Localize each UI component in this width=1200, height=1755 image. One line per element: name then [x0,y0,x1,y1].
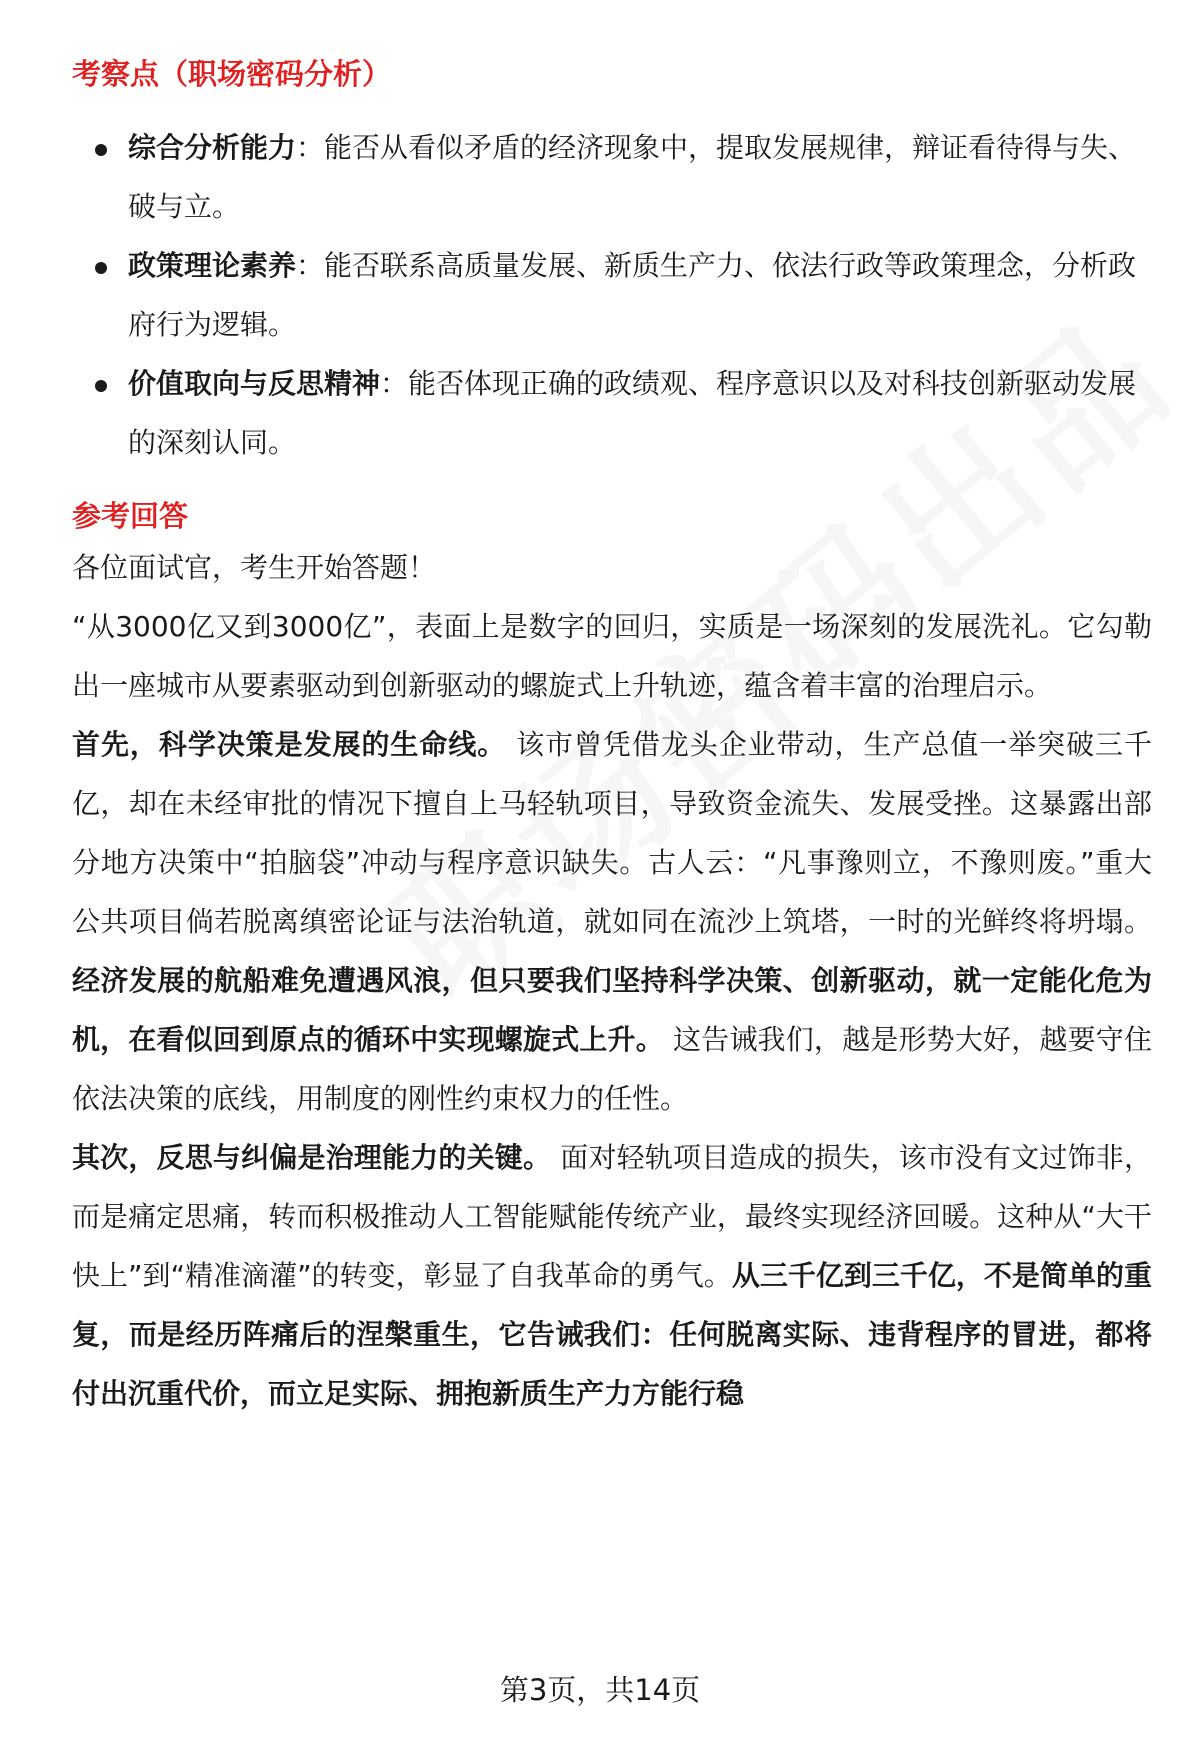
bullet-icon [95,262,107,274]
list-item [72,354,1152,472]
exam-points-list [72,118,1152,472]
paragraph-first-point [72,715,1152,1128]
paragraph-second-point [72,1128,1152,1423]
section-title-exam-points: 考察点（职场密码分析） [72,57,392,91]
greeting-paragraph: 各位面试官，考生开始答题！ [72,551,437,584]
point-text: ：能否体现正确的政绩观、程序意识以及对科技创新驱动发展的深刻认同。 [128,367,1137,459]
point-label: 价值取向与反思精神 [128,367,381,400]
document-body [72,52,1152,1423]
list-item [72,236,1152,354]
paragraph-text: 这告诫我们，越是形势大好，越要守住依法决策的底线，用制度的刚性约束权力的任性。 [72,1023,1152,1115]
paragraph-emphasis: 从三千亿到三千亿，不是简单的重复，而是经历阵痛后的涅槃重生，它告诫我们：任何脱离实际、违背程序的冒进，都将付出沉重代价，而立足实际、拥抱新质生产力方能行稳 [72,1259,1152,1410]
paragraph-lead: 其次，反思与纠偏是治理能力的关键。 [72,1141,552,1174]
page-number: 第3页，共14页 [499,1673,701,1707]
point-text: ：能否从看似矛盾的经济现象中，提取发展规律，辩证看待得与失、破与立。 [128,131,1137,223]
paragraph-text: 该市曾凭借龙头企业带动，生产总值一举突破三千亿，却在未经审批的情况下擅自上马轻轨项目，导致资金流失、发展受挫。这暴露出部分地方决策中“拍脑袋”冲动与程序意识缺失。古人云：“凡事豫则立，不豫则废。”重大公共项目倘若脱离缜密论证与法治轨道，就如同在流沙上筑塔，一时的光鲜终将坍塌。 [72,728,1152,938]
bullet-icon [95,380,107,392]
point-label: 综合分析能力 [128,131,297,164]
bullet-icon [95,144,107,156]
point-text: ：能否联系高质量发展、新质生产力、依法行政等政策理念，分析政府行为逻辑。 [128,249,1137,341]
point-label: 政策理论素养 [128,249,297,282]
section-title-reference-answer: 参考回答 [72,499,189,533]
paragraph-emphasis: 经济发展的航船难免遭遇风浪，但只要我们坚持科学决策、创新驱动，就一定能化危为机，在看似回到原点的循环中实现螺旋式上升。 [72,964,1152,1056]
paragraph-text: 面对轻轨项目造成的损失，该市没有文过饰非，而是痛定思痛，转而积极推动人工智能赋能传统产业，最终实现经济回暖。这种从“大干快上”到“精准滴灌”的转变，彰显了自我革命的勇气。 [72,1141,1152,1292]
paragraph-lead: 首先，科学决策是发展的生命线。 [72,728,507,761]
list-item [72,118,1152,236]
intro-paragraph: “从3000亿又到3000亿”，表面上是数字的回归，实质是一场深刻的发展洗礼。它勾勒出一座城市从要素驱动到创新驱动的螺旋式上升轨迹，蕴含着丰富的治理启示。 [72,610,1152,702]
